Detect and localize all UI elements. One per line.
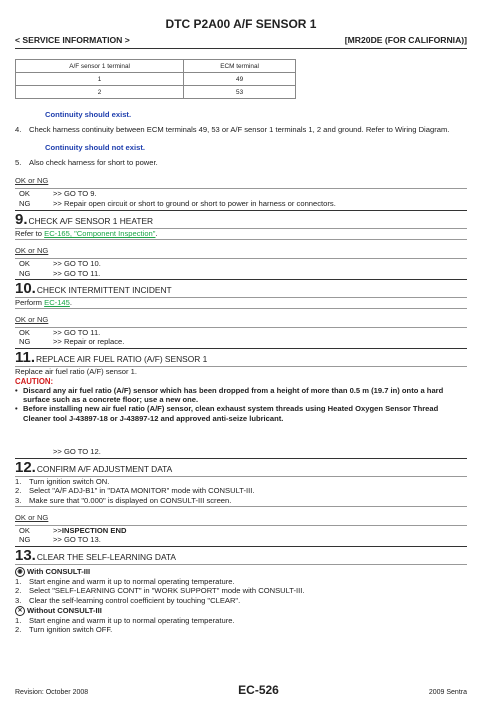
ok-result: OK >> INSPECTION END bbox=[19, 525, 127, 535]
list-item: 1. Start engine and warm it up to normal operating temperature. bbox=[15, 615, 235, 625]
page-title: DTC P2A00 A/F SENSOR 1 bbox=[165, 17, 317, 31]
ng-result: NG >> Repair open circuit or short to ground or short to power in harness or connectors. bbox=[19, 198, 336, 208]
table-cell: 2 bbox=[16, 86, 184, 99]
ng-result: NG >> GO TO 13. bbox=[19, 535, 101, 545]
section-label: < SERVICE INFORMATION > bbox=[15, 35, 130, 45]
caution-bullet: • Discard any air fuel ratio (A/F) sensor which has been dropped from a height of more than 0.5 m (19.7 in) onto a hard surface such as a concrete floor; use a new one. bbox=[15, 385, 444, 404]
step-10-text: Perform EC-145. bbox=[15, 298, 72, 308]
ng-result: NG >> Repair or replace. bbox=[19, 337, 125, 347]
table-cell: 53 bbox=[184, 86, 296, 99]
continuity-exist-note: Continuity should exist. bbox=[45, 110, 132, 119]
table-cell: 1 bbox=[16, 73, 184, 86]
table-header-row bbox=[16, 60, 296, 73]
consult-tool-icon: ◉ bbox=[15, 567, 25, 577]
table-row bbox=[16, 73, 296, 86]
page-number: EC-526 bbox=[238, 683, 279, 697]
vehicle-model: 2009 Sentra bbox=[428, 689, 467, 696]
list-item: 2. Select "SELF-LEARNING CONT" in "WORK SUPPORT" mode with CONSULT-III. bbox=[15, 586, 305, 596]
item-text: Also check harness for short to power. bbox=[29, 157, 158, 167]
list-item: 1. Turn ignition switch ON. bbox=[15, 476, 110, 486]
ok-result: OK >> GO TO 11. bbox=[19, 327, 101, 337]
item-number: 5. bbox=[15, 157, 22, 167]
goto-result: >> GO TO 12. bbox=[53, 447, 101, 457]
ok-result: OK >> GO TO 10. bbox=[19, 258, 101, 268]
terminal-table bbox=[15, 59, 296, 99]
item-text: Check harness continuity between ECM terminals 49, 53 or A/F sensor 1 terminals 1, 2 and ground. Refer to Wiring Diagram. bbox=[29, 125, 450, 134]
continuity-not-exist-note: Continuity should not exist. bbox=[45, 142, 145, 152]
list-item: 2. Select "A/F ADJ-B1" in "DATA MONITOR" mode with CONSULT-III. bbox=[15, 486, 255, 496]
ng-result: NG >> GO TO 11. bbox=[19, 268, 101, 278]
step-11-heading: 11. REPLACE AIR FUEL RATIO (A/F) SENSOR 1 bbox=[15, 348, 467, 366]
step-9-heading: 9. CHECK A/F SENSOR 1 HEATER bbox=[15, 210, 467, 228]
step-item-5 bbox=[15, 158, 467, 168]
ec-145-link[interactable]: EC-145 bbox=[44, 298, 70, 308]
ok-ng-label: OK or NG bbox=[15, 245, 49, 255]
step-9-text: Refer to EC-165, "Component Inspection". bbox=[15, 229, 158, 239]
list-item: 3. Make sure that "0.000" is displayed on CONSULT-III screen. bbox=[15, 495, 232, 505]
ok-ng-label: OK or NG bbox=[15, 176, 49, 186]
divider bbox=[15, 564, 467, 565]
item-number: 4. bbox=[15, 125, 22, 134]
ok-ng-label: OK or NG bbox=[15, 512, 49, 522]
no-tool-icon: ✕ bbox=[15, 606, 25, 616]
ok-ng-label: OK or NG bbox=[15, 314, 49, 324]
caution-label: CAUTION: bbox=[15, 376, 54, 386]
step-11-text: Replace air fuel ratio (A/F) sensor 1. bbox=[15, 366, 137, 376]
step-12-heading: 12. CONFIRM A/F ADJUSTMENT DATA bbox=[15, 458, 467, 476]
component-inspection-link[interactable]: EC-165, "Component Inspection" bbox=[44, 229, 156, 239]
table-header-cell: A/F sensor 1 terminal bbox=[16, 60, 184, 73]
list-item: 1. Start engine and warm it up to normal operating temperature. bbox=[15, 576, 235, 586]
header-divider bbox=[15, 48, 467, 49]
step-13-heading: 13. CLEAR THE SELF-LEARNING DATA bbox=[15, 546, 467, 564]
table-header-cell: ECM terminal bbox=[184, 60, 296, 73]
table-cell: 49 bbox=[184, 73, 296, 86]
step-item-4 bbox=[15, 125, 467, 135]
caution-bullet: • Before installing new air fuel ratio (A/F) sensor, clean exhaust system threads using Heated Oxygen Sensor Thread Cleaner tool J-43897-18 or J-43897-12 and approved anti-seize lubricant. bbox=[15, 404, 439, 423]
without-consult-heading: ✕ Without CONSULT-III bbox=[15, 606, 467, 616]
step-10-heading: 10. CHECK INTERMITTENT INCIDENT bbox=[15, 279, 467, 297]
revision-date: Revision: October 2008 bbox=[15, 689, 89, 696]
ok-result: OK >> GO TO 9. bbox=[19, 189, 97, 199]
list-item: 3. Clear the self-learning control coefficient by touching "CLEAR". bbox=[15, 595, 241, 605]
page bbox=[15, 0, 467, 635]
page-footer bbox=[15, 683, 467, 697]
with-consult-heading: ◉ With CONSULT-III bbox=[15, 567, 467, 577]
section-header bbox=[15, 35, 467, 46]
list-item: 2. Turn ignition switch OFF. bbox=[15, 625, 113, 635]
table-row bbox=[16, 86, 296, 99]
engine-label: [MR20DE (FOR CALIFORNIA)] bbox=[344, 35, 467, 45]
